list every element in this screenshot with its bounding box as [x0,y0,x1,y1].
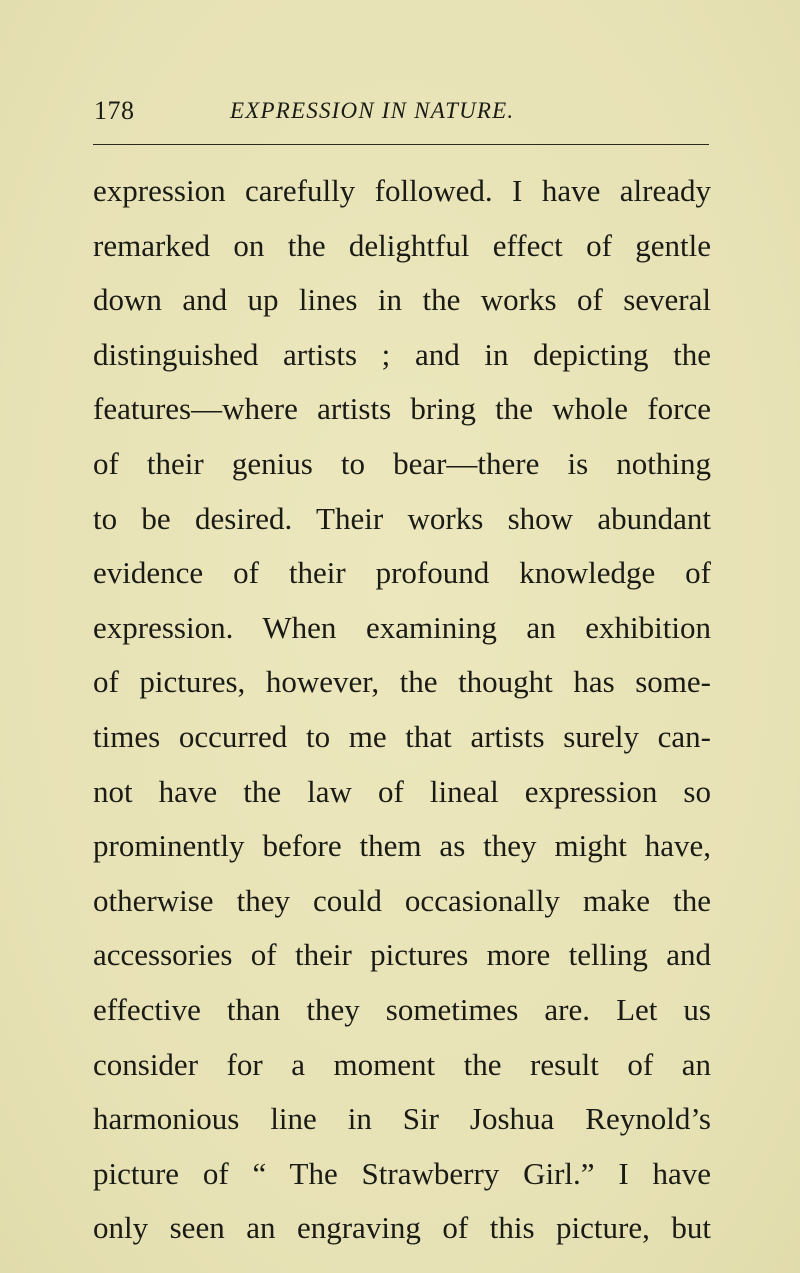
text-line: down and up lines in the works of several [93,282,711,318]
text-line: only seen an engraving of this picture, but [93,1210,711,1246]
text-line: consider for a moment the result of an [93,1046,711,1082]
text-line: features—where artists bring the whole force [93,391,711,427]
text-line: evidence of their profound knowledge of [93,555,711,591]
text-line: expression carefully followed. I have already [93,173,711,208]
text-line: effective than they sometimes are. Let us [93,991,711,1027]
body-text [93,164,711,1256]
text-line: to be desired. Their works show abundant [93,500,711,536]
text-line: harmonious line in Sir Joshua Reynold’s [93,1101,711,1137]
text-line: not have the law of lineal expression so [93,773,711,809]
text-line: of their genius to bear—there is nothing [93,445,711,481]
text-line: accessories of their pictures more telling and [93,937,711,973]
text-line: of pictures, however, the thought has some- [93,664,711,700]
header-rule [93,144,709,145]
text-line: times occurred to me that artists surely can- [93,718,711,754]
page-number: 178 [94,96,135,125]
text-line: picture of “ The Strawberry Girl.” I have [93,1155,711,1191]
page-header [94,96,720,136]
text-line: distinguished artists ; and in depicting the [93,336,711,372]
text-line: prominently before them as they might have, [93,828,711,864]
text-line: expression. When examining an exhibition [93,609,711,645]
text-line: remarked on the delightful effect of gentle [93,227,711,263]
text-line: otherwise they could occasionally make the [93,882,711,918]
running-head: EXPRESSION IN NATURE. [230,98,515,123]
